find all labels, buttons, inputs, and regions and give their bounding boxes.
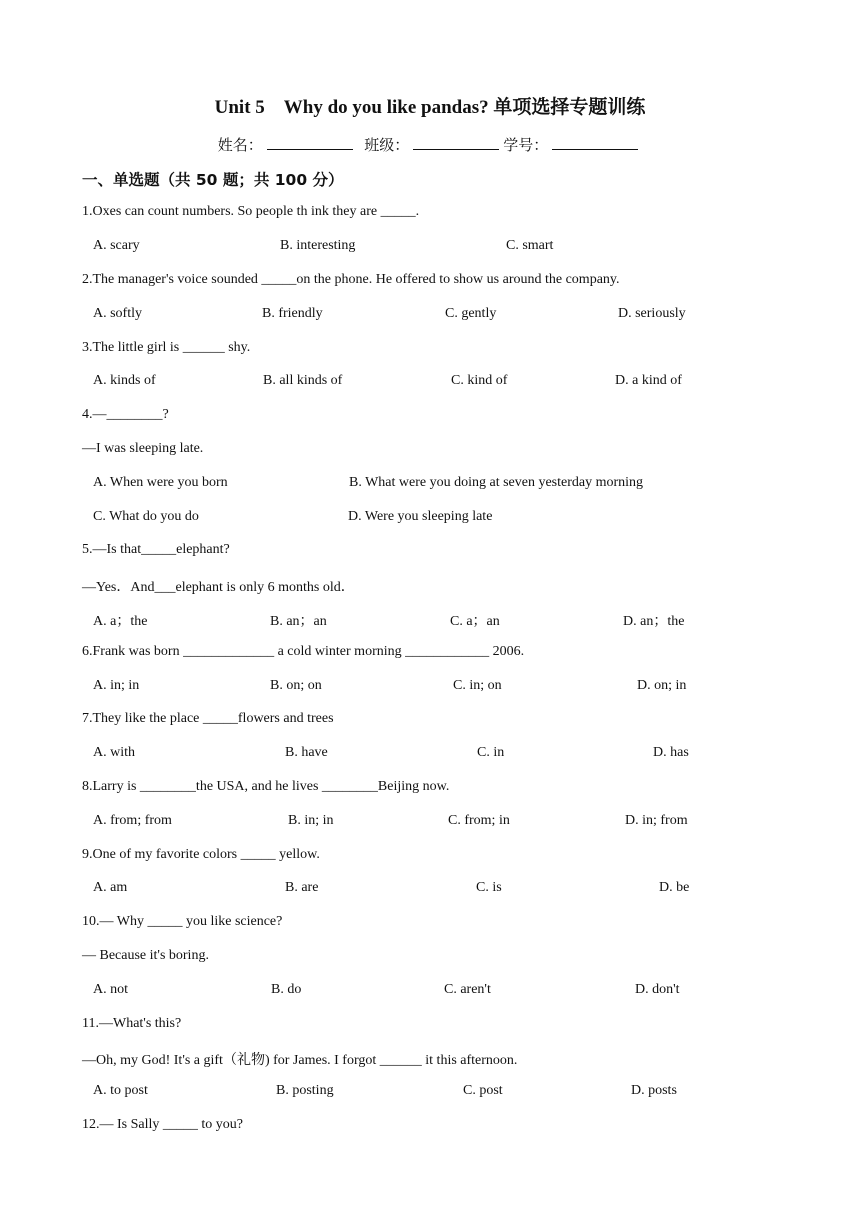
question-1-stem: 1.Oxes can count numbers. So people th ink they are _____. [82, 204, 420, 219]
question-1-option-a[interactable]: A. scary [93, 238, 140, 253]
question-8-option-c[interactable]: C. from; in [448, 813, 510, 828]
question-4-stem: 4.—________? [82, 407, 169, 422]
question-1-option-b[interactable]: B. interesting [280, 238, 356, 253]
question-11-option-c[interactable]: C. post [463, 1083, 503, 1098]
question-9-option-c[interactable]: C. is [476, 880, 502, 895]
name-blank[interactable] [267, 135, 353, 150]
question-5-stem: 5.—Is that_____elephant? [82, 542, 230, 557]
class-blank[interactable] [413, 135, 499, 150]
question-11-stem: 11.—What's this? [82, 1016, 182, 1031]
question-4-option-c[interactable]: C. What do you do [93, 509, 199, 524]
student-info-line [0, 134, 860, 155]
question-7-option-c[interactable]: C. in [477, 745, 505, 760]
question-2-option-a[interactable]: A. softly [93, 306, 142, 321]
question-10-line-2: — Because it's boring. [82, 948, 209, 963]
question-6-stem: 6.Frank was born _____________ a cold winter morning ____________ 2006. [82, 644, 525, 659]
question-8-stem: 8.Larry is ________the USA, and he lives ________Beijing now. [82, 779, 450, 794]
id-label: 学号： [503, 138, 549, 154]
question-8-option-d[interactable]: D. in; from [625, 813, 688, 828]
question-8-option-a[interactable]: A. from; from [93, 813, 172, 828]
question-6-option-b[interactable]: B. on; on [270, 678, 322, 693]
question-1-option-c[interactable]: C. smart [506, 238, 554, 253]
question-5-option-d[interactable]: D. an；the [623, 614, 685, 629]
question-10-stem: 10.— Why _____ you like science? [82, 914, 283, 929]
question-10-option-a[interactable]: A. not [93, 982, 128, 997]
question-4-option-d[interactable]: D. Were you sleeping late [348, 509, 493, 524]
question-7-option-a[interactable]: A. with [93, 745, 135, 760]
id-blank[interactable] [552, 135, 638, 150]
question-11-option-b[interactable]: B. posting [276, 1083, 334, 1098]
question-6-option-a[interactable]: A. in; in [93, 678, 140, 693]
question-4-option-a[interactable]: A. When were you born [93, 475, 228, 490]
question-2-option-b[interactable]: B. friendly [262, 306, 323, 321]
name-label: 姓名： [217, 138, 263, 154]
question-8-option-b[interactable]: B. in; in [288, 813, 334, 828]
question-7-option-b[interactable]: B. have [285, 745, 328, 760]
question-5-option-a[interactable]: A. a；the [93, 614, 148, 629]
question-4-option-b[interactable]: B. What were you doing at seven yesterday morning [349, 475, 644, 490]
question-9-stem: 9.One of my favorite colors _____ yellow. [82, 847, 320, 862]
question-6-option-d[interactable]: D. on; in [637, 678, 687, 693]
question-9-option-a[interactable]: A. am [93, 880, 128, 895]
question-10-option-c[interactable]: C. aren't [444, 982, 491, 997]
question-3-option-b[interactable]: B. all kinds of [263, 373, 343, 388]
question-4-line-2: —I was sleeping late. [82, 441, 204, 456]
document-title: Unit 5 Why do you like pandas? 单项选择专题训练 [214, 97, 646, 118]
question-5-option-b[interactable]: B. an；an [270, 614, 327, 629]
question-9-option-b[interactable]: B. are [285, 880, 319, 895]
question-9-option-d[interactable]: D. be [659, 880, 690, 895]
question-2-option-c[interactable]: C. gently [445, 306, 497, 321]
question-11-option-a[interactable]: A. to post [93, 1083, 148, 1098]
section-heading: 一、单选题（共 50 题；共 100 分） [82, 171, 344, 189]
question-5-option-c[interactable]: C. a；an [450, 614, 500, 629]
question-2-stem: 2.The manager's voice sounded _____on the phone. He offered to show us around the company. [82, 272, 620, 287]
question-5-line-2: —Yes．And___elephant is only 6 months old． [82, 580, 355, 595]
question-6-option-c[interactable]: C. in; on [453, 678, 502, 693]
question-10-option-d[interactable]: D. don't [635, 982, 680, 997]
question-3-stem: 3.The little girl is ______ shy. [82, 340, 251, 355]
question-11-option-d[interactable]: D. posts [631, 1083, 677, 1098]
question-12-stem: 12.— Is Sally _____ to you? [82, 1117, 243, 1132]
question-3-option-d[interactable]: D. a kind of [615, 373, 682, 388]
question-7-option-d[interactable]: D. has [653, 745, 689, 760]
class-label: 班级： [364, 138, 410, 154]
question-7-stem: 7.They like the place _____flowers and trees [82, 711, 334, 726]
question-10-option-b[interactable]: B. do [271, 982, 302, 997]
question-2-option-d[interactable]: D. seriously [618, 306, 686, 321]
question-3-option-c[interactable]: C. kind of [451, 373, 508, 388]
question-3-option-a[interactable]: A. kinds of [93, 373, 156, 388]
question-11-line-2: —Oh, my God! It's a gift（礼物) for James. I forgot ______ it this afternoon. [82, 1053, 518, 1068]
